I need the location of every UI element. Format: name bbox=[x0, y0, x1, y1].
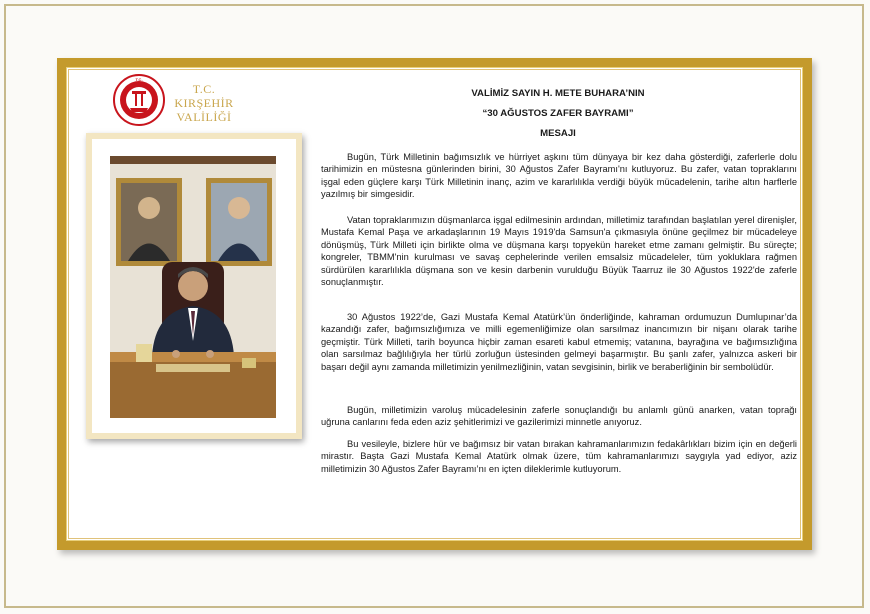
logo-line-city: KIRŞEHİR bbox=[174, 96, 234, 110]
logo-line-tc: T.C. bbox=[192, 82, 216, 96]
paragraph-4: Bugün, milletimizin varoluş mücadelesinin zaferle sonuçlandığı bu anlamlı günü anarken, vatan toprağı uğruna canlarını feda eden aziz şehitlerimizi ve gazilerimizi minnetle anıyoruz. bbox=[321, 405, 797, 428]
governorship-seal-icon bbox=[113, 74, 165, 126]
heading-message: MESAJI bbox=[540, 128, 576, 139]
logo-wordmark bbox=[171, 82, 237, 124]
paragraph-1: Bugün, Türk Milletinin bağımsızlık ve hürriyet aşkını tüm dünyaya bir kez daha gösterdiği, zaferlerle dolu tarihimizin en müstesna günlerinden birini, 30 Ağustos Zafer Bayramı'nı kutluyoruz. Bu zafer, vatan topraklarını işgal eden güçlere karşı Türk Milletinin inanç, azim ve kararlılıkla verdiği büyük mücadelenin, tarihe altın harflerle yazılmış bir simgesidir. bbox=[321, 152, 797, 200]
governor-portrait-photo bbox=[110, 156, 276, 418]
svg-text:T.C.: T.C. bbox=[135, 77, 143, 82]
paragraph-2: Vatan topraklarımızın düşmanlarca işgal edilmesinin ardından, milletimiz tarafından başlatılan yerel direnişler, Mustafa Kemal Paşa ve arkadaşlarının 19 Mayıs 1919'da Samsun'a çıkmasıyla önüne geçilmez bir mücadeleye dönüşmüş, Türk Milleti için birlikte olma ve düşmana karşı topyekün hareket etme zamanı gelmiştir. Bu süreçte; kongreler, TBMM'nin kurulması ve savaş cephelerinde verilen emsalsiz mücadeleler, tüm yokluklara rağmen sürdürülen kararlılıkla düşmana son ve kesin darbenin vurulduğu Büyük Taarruz ile 30 Ağustos 1922'de zaferle sonuçlanmıştır. bbox=[321, 215, 797, 288]
paragraph-5: Bu vesileyle, bizlere hür ve bağımsız bir vatan bırakan kahramanlarımızın fedakârlıkları bizim için en değerli mirastır. Başta Gazi Mustafa Kemal Atatürk olmak üzere, tüm kahramanlarımızı saygıyla yad ediyor, aziz milletimizin 30 Ağustos Zafer Bayramı’nı en içten dileklerimle kutluyorum. bbox=[321, 439, 797, 474]
heading-event-name: “30 AĞUSTOS ZAFER BAYRAMI” bbox=[482, 108, 634, 119]
logo-line-office: VALİLİĞİ bbox=[176, 110, 232, 124]
heading-governor-name: VALİMİZ SAYIN H. METE BUHARA’NIN bbox=[471, 88, 645, 99]
portrait-photo-frame bbox=[86, 133, 302, 439]
paragraph-3: 30 Ağustos 1922’de, Gazi Mustafa Kemal Atatürk’ün önderliğinde, kahraman ordumuzun Dumlupınar’da kazandığı zafer, bağımsızlığımıza ve milli egemenliğimize olan sarsılmaz inancımızın bir nişanı olarak tarihe geçmiştir. Türk Milleti, tarih boyunca hiçbir zaman esareti kabul etmemiş; vatanına, bayrağına ve bağımsızlığına olan sarsılmaz bağlılığıyla her türlü zorluğun üstesinden gelmeyi başarmıştır. Bu şanlı zafer, yalnızca askeri bir başarı değil aynı zamanda milletimizin yenilmezliğinin, vatan sevgisinin, birlik ve beraberliğinin bir sembolüdür. bbox=[321, 312, 797, 372]
